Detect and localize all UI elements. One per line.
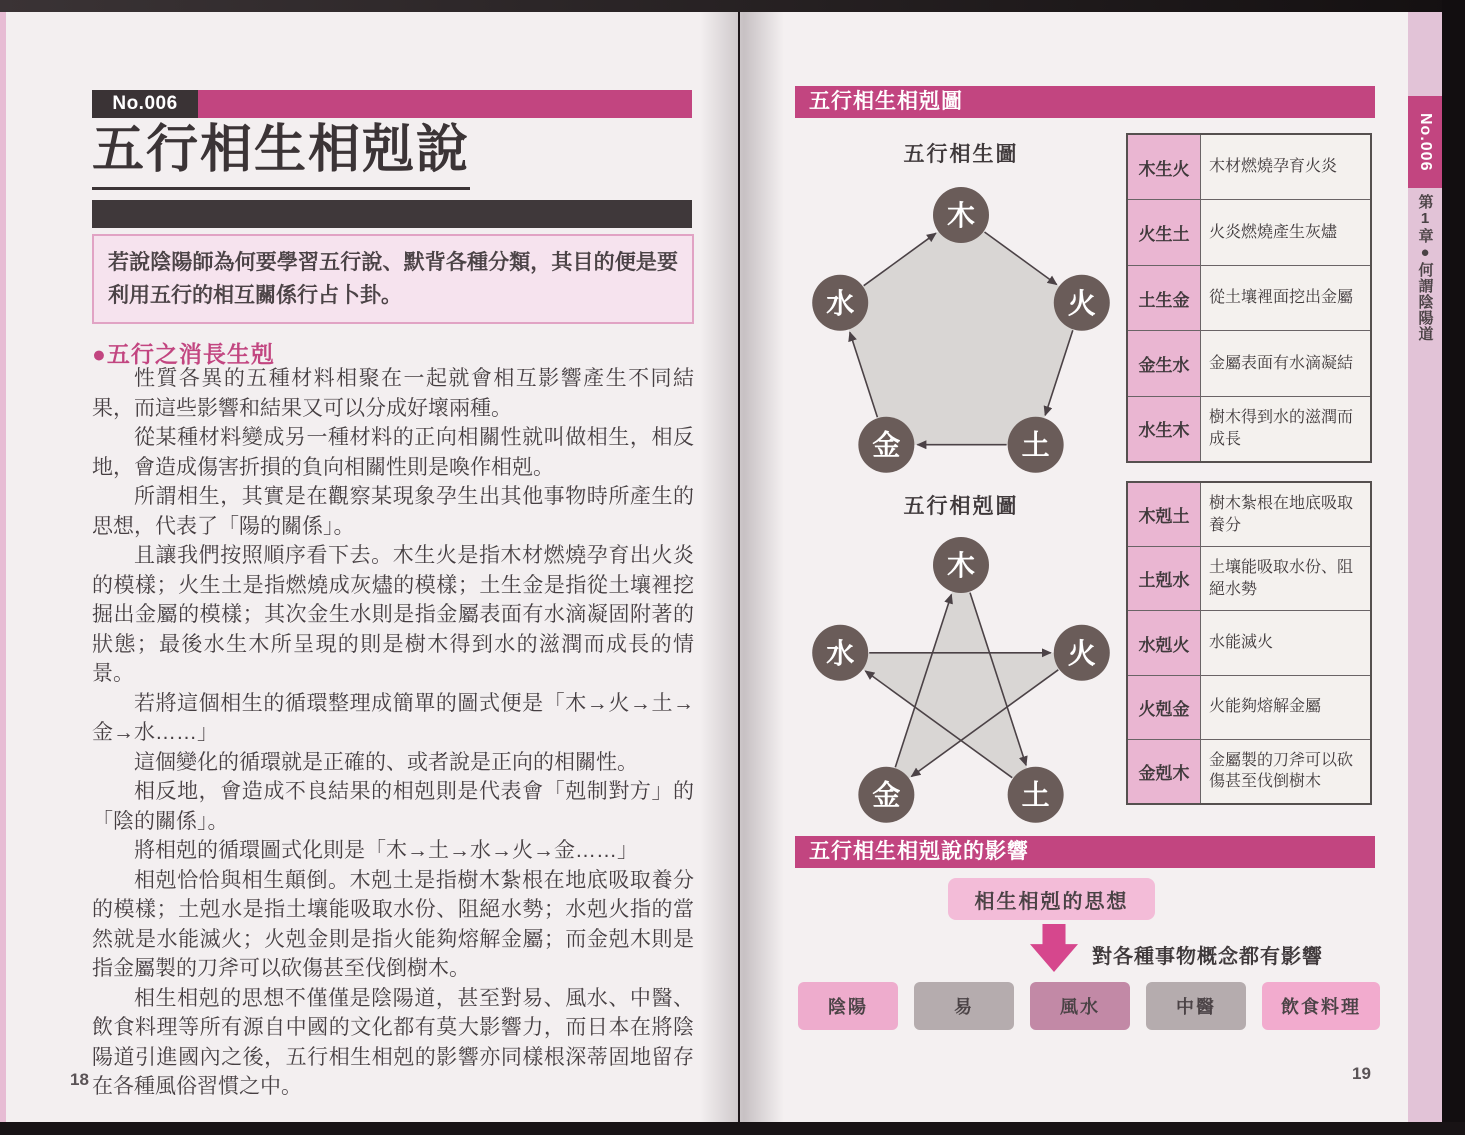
table-row xyxy=(1128,483,1370,546)
table-row-desc: 木材燃燒孕育火炎 xyxy=(1209,158,1338,176)
svg-text:金: 金 xyxy=(872,429,901,461)
paragraph: 若將這個相生的循環整理成簡單的圖式便是「木→火→土→金→水……」 xyxy=(92,691,694,744)
table-row xyxy=(1128,330,1370,395)
table-row-desc: 樹木得到水的滋潤而成長 xyxy=(1209,409,1354,448)
ke-cycle-diagram xyxy=(798,512,1124,842)
table-row-desc: 土壤能吸取水份、阻絕水勢 xyxy=(1209,559,1354,598)
svg-text:木: 木 xyxy=(946,550,976,581)
title-underline-bar xyxy=(92,200,692,228)
svg-text:木: 木 xyxy=(946,200,976,231)
table-row-desc: 樹木紮根在地底吸取養分 xyxy=(1209,495,1354,534)
paragraph: 相生相剋的思想不僅僅是陰陽道，甚至對易、風水、中醫、飲食料理等所有源自中國的文化都有莫大影響力，而日本在將陰陽道引進國內之後，五行相生相剋的影響亦同樣根深蒂固地留存在各種風俗習慣之中。 xyxy=(92,986,694,1098)
down-arrow-icon xyxy=(1030,924,1078,972)
table-row xyxy=(1128,739,1370,803)
paragraph: 相剋恰恰與相生顛倒。木剋土是指樹木紮根在地底吸取養分的模樣；土剋水是指土壤能吸取水份、阻絕水勢；水剋火指的當然就是水能滅火；火剋金則是指火能夠熔解金屬；而金剋木則是指金屬製的刀斧可以砍傷甚至伐倒樹木。 xyxy=(92,868,694,980)
sheng-diagram-caption: 五行相生圖 xyxy=(903,143,1019,166)
table-row-desc: 火炎燃燒產生灰燼 xyxy=(1209,223,1338,241)
paragraph: 這個變化的循環就是正確的、或者說是正向的相關性。 xyxy=(134,750,638,774)
influence-target: 飲食料理 xyxy=(1262,982,1380,1030)
sidebar-entry-number xyxy=(1408,96,1442,188)
entry-number-row xyxy=(92,90,692,118)
sidebar-entry-number-text: No.006 xyxy=(1417,112,1434,172)
sidebar-chapter-label xyxy=(1408,194,1442,404)
influence-source-box: 相生相剋的思想 xyxy=(948,878,1155,920)
influence-target: 風水 xyxy=(1030,982,1130,1030)
table-row-label: 土剋水 xyxy=(1128,547,1201,610)
influence-targets-row xyxy=(798,982,1380,1030)
table-row-desc: 水能滅火 xyxy=(1209,634,1274,652)
table-row-label: 水剋火 xyxy=(1128,611,1201,674)
scan-edge-right xyxy=(1442,0,1465,1135)
table-row xyxy=(1128,265,1370,330)
table-row-label: 火剋金 xyxy=(1128,676,1201,739)
entry-number-accent-bar xyxy=(198,90,692,118)
ke-table xyxy=(1126,481,1372,805)
table-row xyxy=(1128,199,1370,264)
svg-text:火: 火 xyxy=(1067,287,1096,319)
influence-target: 陰陽 xyxy=(798,982,898,1030)
svg-text:土: 土 xyxy=(1021,779,1050,811)
table-row-desc: 金屬製的刀斧可以砍傷甚至伐倒樹木 xyxy=(1209,751,1354,791)
table-row xyxy=(1128,610,1370,674)
section-header-influence: 五行相生相剋說的影響 xyxy=(795,836,1375,868)
section-header-diagram: 五行相生相剋圖 xyxy=(795,86,1375,118)
paragraph: 相反地，會造成不良結果的相剋則是代表會「剋制對方」的「陰的關係」。 xyxy=(92,780,694,833)
table-row xyxy=(1128,396,1370,461)
table-row xyxy=(1128,675,1370,739)
scan-edge-top xyxy=(0,0,1465,12)
svg-text:火: 火 xyxy=(1067,637,1096,669)
svg-text:土: 土 xyxy=(1021,429,1050,461)
table-row-label: 木剋土 xyxy=(1128,483,1201,546)
table-row xyxy=(1128,546,1370,610)
paragraph: 將相剋的循環圖式化則是「木→土→水→火→金……」 xyxy=(134,839,638,862)
sheng-table xyxy=(1126,133,1372,463)
table-row-label: 水生木 xyxy=(1128,397,1201,461)
page-number-right: 19 xyxy=(1352,1064,1371,1083)
influence-note: 對各種事物概念都有影響 xyxy=(1092,946,1323,968)
table-row-label: 火生土 xyxy=(1128,200,1201,264)
influence-target: 易 xyxy=(914,982,1014,1030)
table-row-desc: 從土壤裡面挖出金屬 xyxy=(1209,289,1354,307)
table-row-desc: 金屬表面有水滴凝結 xyxy=(1209,354,1354,372)
section-heading: ●五行之消長生剋 xyxy=(92,341,275,367)
table-row xyxy=(1128,135,1370,199)
entry-number-badge: No.006 xyxy=(92,90,198,118)
scan-edge-bottom xyxy=(0,1122,1465,1135)
influence-target: 中醫 xyxy=(1146,982,1246,1030)
right-page xyxy=(740,12,1408,1122)
left-page xyxy=(6,12,738,1122)
intro-summary-box: 若說陰陽師為何要學習五行說、默背各種分類，其目的便是要利用五行的相互關係行占卜卦。 xyxy=(92,234,694,324)
article-title: 五行相生相剋說 xyxy=(92,118,470,190)
body-text xyxy=(92,364,694,1102)
sidebar-strip xyxy=(1408,12,1442,1122)
page-number-left: 18 xyxy=(70,1070,89,1089)
sheng-cycle-diagram xyxy=(798,162,1124,492)
sidebar-chapter-text: 第1章●何謂陰陽道 xyxy=(1416,194,1434,342)
table-row-desc: 火能夠熔解金屬 xyxy=(1209,698,1322,716)
paragraph: 所謂相生，其實是在觀察某現象孕生出其他事物時所產生的思想，代表了「陽的關係」。 xyxy=(92,485,694,538)
table-row-label: 金生水 xyxy=(1128,331,1201,395)
svg-text:金: 金 xyxy=(872,779,901,811)
table-row-label: 土生金 xyxy=(1128,266,1201,330)
svg-text:水: 水 xyxy=(826,287,855,319)
ke-diagram-caption: 五行相剋圖 xyxy=(903,495,1019,518)
svg-text:水: 水 xyxy=(826,637,855,669)
paragraph: 且讓我們按照順序看下去。木生火是指木材燃燒孕育出火炎的模樣；火生土是指燃燒成灰燼的模樣；土生金是指從土壤裡挖掘出金屬的模樣；其次金生水則是指金屬表面有水滴凝固附著的狀態；最後水生木所呈現的則是樹木得到水的滋潤而成長的情景。 xyxy=(92,544,694,685)
table-row-label: 木生火 xyxy=(1128,135,1201,199)
paragraph: 性質各異的五種材料相聚在一起就會相互影響產生不同結果，而這些影響和結果又可以分成好壞兩種。 xyxy=(92,367,694,420)
table-row-label: 金剋木 xyxy=(1128,740,1201,803)
paragraph: 從某種材料變成另一種材料的正向相關性就叫做相生，相反地，會造成傷害折損的負向相關性則是喚作相剋。 xyxy=(92,426,694,479)
